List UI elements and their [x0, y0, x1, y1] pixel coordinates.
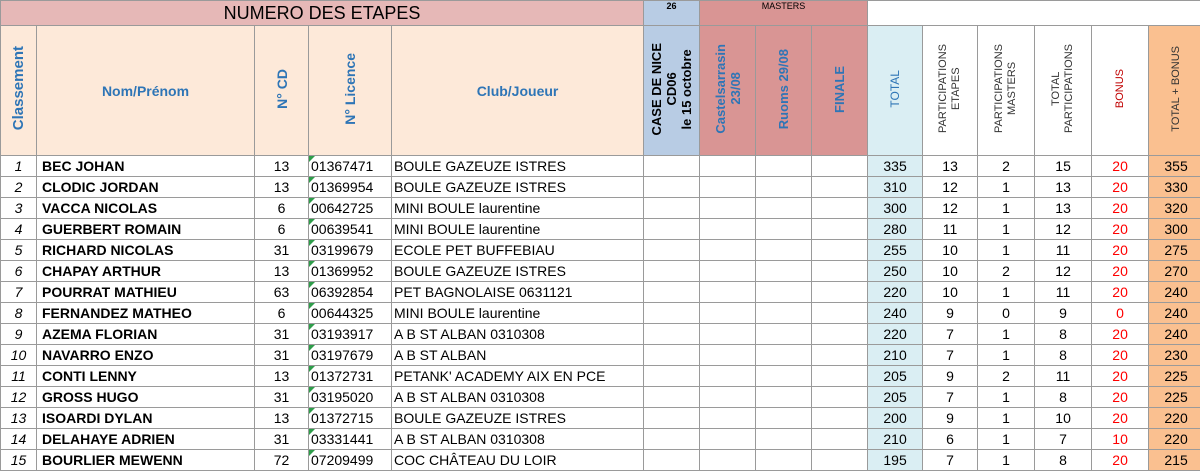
- total-bonus-cell[interactable]: 225: [1149, 366, 1200, 387]
- licence-cell[interactable]: 03193917: [309, 324, 392, 345]
- participations-etapes-cell[interactable]: 6: [923, 429, 978, 450]
- finale-cell[interactable]: [812, 219, 868, 240]
- ruoms-cell[interactable]: [756, 156, 812, 177]
- rank-cell[interactable]: 7: [1, 282, 37, 303]
- total-participations-cell[interactable]: 11: [1035, 282, 1092, 303]
- castelsarrasin-cell[interactable]: [700, 261, 756, 282]
- table-row: [1, 303, 1200, 324]
- total-participations-cell[interactable]: 11: [1035, 240, 1092, 261]
- ruoms-cell[interactable]: [756, 177, 812, 198]
- table-row: [1, 450, 1200, 471]
- licence-cell[interactable]: 06392854: [309, 282, 392, 303]
- total-cell[interactable]: 205: [868, 366, 923, 387]
- total-participations-cell[interactable]: 13: [1035, 198, 1092, 219]
- rank-cell[interactable]: 2: [1, 177, 37, 198]
- club-cell[interactable]: A B ST ALBAN 0310308: [392, 324, 644, 345]
- comment-marker-icon: [309, 324, 315, 330]
- total-bonus-cell[interactable]: 300: [1149, 219, 1200, 240]
- participations-masters-cell[interactable]: 1: [978, 345, 1035, 366]
- finale-cell[interactable]: [812, 198, 868, 219]
- bonus-cell[interactable]: 20: [1092, 261, 1149, 282]
- club-cell[interactable]: COC CHÂTEAU DU LOIR: [392, 450, 644, 471]
- header-licence[interactable]: N° Licence: [309, 26, 392, 156]
- castelsarrasin-cell[interactable]: [700, 366, 756, 387]
- table-row: [1, 261, 1200, 282]
- comment-marker-icon: [309, 408, 315, 414]
- finale-cell[interactable]: [812, 450, 868, 471]
- participations-masters-cell[interactable]: 1: [978, 177, 1035, 198]
- case-de-nice-cell[interactable]: [644, 345, 700, 366]
- comment-marker-icon: [309, 198, 315, 204]
- cd-cell[interactable]: 63: [255, 282, 309, 303]
- participations-masters-cell[interactable]: 2: [978, 261, 1035, 282]
- participations-masters-cell[interactable]: 1: [978, 324, 1035, 345]
- ruoms-cell[interactable]: [756, 429, 812, 450]
- total-participations-cell[interactable]: 8: [1035, 450, 1092, 471]
- header-total-participations[interactable]: TOTAL PARTICIPATIONS: [1035, 26, 1092, 156]
- case-de-nice-cell[interactable]: [644, 408, 700, 429]
- header-club[interactable]: Club/Joueur: [392, 26, 644, 156]
- participations-etapes-cell[interactable]: 7: [923, 345, 978, 366]
- table-row: [1, 282, 1200, 303]
- castelsarrasin-cell[interactable]: [700, 198, 756, 219]
- bonus-cell[interactable]: 20: [1092, 324, 1149, 345]
- rank-cell[interactable]: 9: [1, 324, 37, 345]
- case-de-nice-cell[interactable]: [644, 282, 700, 303]
- total-participations-cell[interactable]: 7: [1035, 429, 1092, 450]
- ruoms-cell[interactable]: [756, 408, 812, 429]
- name-cell[interactable]: AZEMA FLORIAN: [37, 324, 255, 345]
- participations-masters-cell[interactable]: 2: [978, 366, 1035, 387]
- castelsarrasin-cell[interactable]: [700, 177, 756, 198]
- case-de-nice-cell[interactable]: [644, 240, 700, 261]
- rank-cell[interactable]: 12: [1, 387, 37, 408]
- title-row: [1, 1, 1200, 26]
- participations-masters-cell[interactable]: 1: [978, 282, 1035, 303]
- castelsarrasin-cell[interactable]: [700, 156, 756, 177]
- ruoms-cell[interactable]: [756, 282, 812, 303]
- finale-cell[interactable]: [812, 261, 868, 282]
- bonus-cell[interactable]: 20: [1092, 366, 1149, 387]
- club-cell[interactable]: MINI BOULE laurentine: [392, 219, 644, 240]
- case-de-nice-cell[interactable]: [644, 177, 700, 198]
- bonus-cell[interactable]: 20: [1092, 345, 1149, 366]
- rank-cell[interactable]: 15: [1, 450, 37, 471]
- participations-masters-cell[interactable]: 2: [978, 156, 1035, 177]
- cd-cell[interactable]: 31: [255, 324, 309, 345]
- total-cell[interactable]: 210: [868, 429, 923, 450]
- comment-marker-icon: [309, 303, 315, 309]
- table-row: [1, 324, 1200, 345]
- licence-cell[interactable]: 07209499: [309, 450, 392, 471]
- licence-cell[interactable]: 01372715: [309, 408, 392, 429]
- total-cell[interactable]: 210: [868, 345, 923, 366]
- rank-cell[interactable]: 5: [1, 240, 37, 261]
- castelsarrasin-cell[interactable]: [700, 303, 756, 324]
- name-cell[interactable]: DELAHAYE ADRIEN: [37, 429, 255, 450]
- header-castelsarrasin[interactable]: Castelsarrasin 23/08: [700, 26, 756, 156]
- total-bonus-cell[interactable]: 215: [1149, 450, 1200, 471]
- header-nom[interactable]: Nom/Prénom: [37, 26, 255, 156]
- header-bonus[interactable]: BONUS: [1092, 26, 1149, 156]
- total-cell[interactable]: 335: [868, 156, 923, 177]
- total-participations-cell[interactable]: 8: [1035, 345, 1092, 366]
- finale-cell[interactable]: [812, 303, 868, 324]
- participations-etapes-cell[interactable]: 10: [923, 261, 978, 282]
- cd-cell[interactable]: 72: [255, 450, 309, 471]
- case-de-nice-cell[interactable]: [644, 387, 700, 408]
- licence-cell[interactable]: 03195020: [309, 387, 392, 408]
- participations-masters-cell[interactable]: 1: [978, 450, 1035, 471]
- total-bonus-cell[interactable]: 240: [1149, 303, 1200, 324]
- total-bonus-cell[interactable]: 230: [1149, 345, 1200, 366]
- comment-marker-icon: [309, 240, 315, 246]
- name-cell[interactable]: ISOARDI DYLAN: [37, 408, 255, 429]
- comment-marker-icon: [309, 366, 315, 372]
- ruoms-cell[interactable]: [756, 450, 812, 471]
- comment-marker-icon: [309, 429, 315, 435]
- cd-cell[interactable]: 31: [255, 240, 309, 261]
- total-cell[interactable]: 220: [868, 324, 923, 345]
- total-participations-cell[interactable]: 12: [1035, 219, 1092, 240]
- bonus-cell[interactable]: 20: [1092, 408, 1149, 429]
- cd-cell[interactable]: 13: [255, 156, 309, 177]
- castelsarrasin-cell[interactable]: [700, 345, 756, 366]
- licence-cell[interactable]: 00644325: [309, 303, 392, 324]
- participations-etapes-cell[interactable]: 9: [923, 303, 978, 324]
- total-participations-cell[interactable]: 10: [1035, 408, 1092, 429]
- participations-masters-cell[interactable]: 1: [978, 408, 1035, 429]
- header-ruoms[interactable]: Ruoms 29/08: [756, 26, 812, 156]
- rank-cell[interactable]: 13: [1, 408, 37, 429]
- participations-etapes-cell[interactable]: 10: [923, 240, 978, 261]
- cd-cell[interactable]: 6: [255, 219, 309, 240]
- header-participations-etapes[interactable]: PARTICIPATIONS ETAPES: [923, 26, 978, 156]
- total-bonus-cell[interactable]: 270: [1149, 261, 1200, 282]
- club-cell[interactable]: PETANK' ACADEMY AIX EN PCE: [392, 366, 644, 387]
- club-cell[interactable]: MINI BOULE laurentine: [392, 303, 644, 324]
- castelsarrasin-cell[interactable]: [700, 324, 756, 345]
- ruoms-cell[interactable]: [756, 303, 812, 324]
- bonus-cell[interactable]: 20: [1092, 450, 1149, 471]
- participations-masters-cell[interactable]: 1: [978, 219, 1035, 240]
- participations-masters-cell[interactable]: 0: [978, 303, 1035, 324]
- bonus-cell[interactable]: 20: [1092, 177, 1149, 198]
- total-bonus-cell[interactable]: 225: [1149, 387, 1200, 408]
- cd-cell[interactable]: 6: [255, 198, 309, 219]
- table-row: [1, 408, 1200, 429]
- participations-etapes-cell[interactable]: 7: [923, 450, 978, 471]
- name-cell[interactable]: FERNANDEZ MATHEO: [37, 303, 255, 324]
- rank-cell[interactable]: 8: [1, 303, 37, 324]
- name-cell[interactable]: GUERBERT ROMAIN: [37, 219, 255, 240]
- total-participations-cell[interactable]: 8: [1035, 324, 1092, 345]
- club-cell[interactable]: BOULE GAZEUZE ISTRES: [392, 177, 644, 198]
- total-bonus-cell[interactable]: 220: [1149, 429, 1200, 450]
- participations-masters-cell[interactable]: 1: [978, 198, 1035, 219]
- table-row: [1, 177, 1200, 198]
- participations-masters-cell[interactable]: 1: [978, 429, 1035, 450]
- total-bonus-cell[interactable]: 275: [1149, 240, 1200, 261]
- finale-cell[interactable]: [812, 156, 868, 177]
- rank-cell[interactable]: 3: [1, 198, 37, 219]
- cd-cell[interactable]: 13: [255, 366, 309, 387]
- total-participations-cell[interactable]: 12: [1035, 261, 1092, 282]
- participations-etapes-cell[interactable]: 9: [923, 408, 978, 429]
- case-de-nice-cell[interactable]: [644, 198, 700, 219]
- finale-cell[interactable]: [812, 408, 868, 429]
- participations-etapes-cell[interactable]: 12: [923, 177, 978, 198]
- comment-marker-icon: [309, 282, 315, 288]
- total-cell[interactable]: 310: [868, 177, 923, 198]
- header-row: [1, 26, 1200, 156]
- licence-cell[interactable]: 01372731: [309, 366, 392, 387]
- ruoms-cell[interactable]: [756, 366, 812, 387]
- name-cell[interactable]: RICHARD NICOLAS: [37, 240, 255, 261]
- name-cell[interactable]: CHAPAY ARTHUR: [37, 261, 255, 282]
- total-cell[interactable]: 195: [868, 450, 923, 471]
- ruoms-cell[interactable]: [756, 261, 812, 282]
- club-cell[interactable]: BOULE GAZEUZE ISTRES: [392, 408, 644, 429]
- licence-cell[interactable]: 01369952: [309, 261, 392, 282]
- table-row: [1, 387, 1200, 408]
- cd-cell[interactable]: 31: [255, 345, 309, 366]
- table-row: [1, 240, 1200, 261]
- name-cell[interactable]: CONTI LENNY: [37, 366, 255, 387]
- case-de-nice-cell[interactable]: [644, 324, 700, 345]
- name-cell[interactable]: BOURLIER MEWENN: [37, 450, 255, 471]
- total-cell[interactable]: 250: [868, 261, 923, 282]
- case-de-nice-cell[interactable]: [644, 429, 700, 450]
- castelsarrasin-cell[interactable]: [700, 387, 756, 408]
- finale-cell[interactable]: [812, 324, 868, 345]
- comment-marker-icon: [309, 261, 315, 267]
- ruoms-cell[interactable]: [756, 345, 812, 366]
- bonus-cell[interactable]: 20: [1092, 240, 1149, 261]
- licence-cell[interactable]: 00639541: [309, 219, 392, 240]
- total-bonus-cell[interactable]: 330: [1149, 177, 1200, 198]
- case-de-nice-cell[interactable]: [644, 261, 700, 282]
- castelsarrasin-cell[interactable]: [700, 282, 756, 303]
- masters-label[interactable]: MASTERS: [700, 1, 868, 26]
- table-row: [1, 345, 1200, 366]
- cd-cell[interactable]: 13: [255, 408, 309, 429]
- castelsarrasin-cell[interactable]: [700, 429, 756, 450]
- rank-cell[interactable]: 4: [1, 219, 37, 240]
- rank-cell[interactable]: 1: [1, 156, 37, 177]
- total-participations-cell[interactable]: 15: [1035, 156, 1092, 177]
- bonus-cell[interactable]: 20: [1092, 156, 1149, 177]
- header-case-de-nice[interactable]: CASE DE NICE CD06 le 15 octobre: [644, 26, 700, 156]
- total-bonus-cell[interactable]: 240: [1149, 282, 1200, 303]
- cd-cell[interactable]: 31: [255, 387, 309, 408]
- bonus-cell[interactable]: 20: [1092, 198, 1149, 219]
- comment-marker-icon: [309, 387, 315, 393]
- header-participations-masters[interactable]: PARTICIPATIONS MASTERS: [978, 26, 1035, 156]
- licence-cell[interactable]: 00642725: [309, 198, 392, 219]
- total-cell[interactable]: 200: [868, 408, 923, 429]
- participations-etapes-cell[interactable]: 7: [923, 387, 978, 408]
- licence-cell[interactable]: 01367471: [309, 156, 392, 177]
- finale-cell[interactable]: [812, 387, 868, 408]
- licence-cell[interactable]: 01369954: [309, 177, 392, 198]
- table-row: [1, 219, 1200, 240]
- bonus-cell[interactable]: 20: [1092, 387, 1149, 408]
- table-row: [1, 156, 1200, 177]
- participations-etapes-cell[interactable]: 13: [923, 156, 978, 177]
- total-participations-cell[interactable]: 13: [1035, 177, 1092, 198]
- case-de-nice-cell[interactable]: [644, 156, 700, 177]
- club-cell[interactable]: A B ST ALBAN: [392, 345, 644, 366]
- ruoms-cell[interactable]: [756, 219, 812, 240]
- total-cell[interactable]: 220: [868, 282, 923, 303]
- participations-masters-cell[interactable]: 1: [978, 387, 1035, 408]
- total-bonus-cell[interactable]: 355: [1149, 156, 1200, 177]
- name-cell[interactable]: BEC JOHAN: [37, 156, 255, 177]
- cd-cell[interactable]: 6: [255, 303, 309, 324]
- club-cell[interactable]: MINI BOULE laurentine: [392, 198, 644, 219]
- comment-marker-icon: [309, 156, 315, 162]
- table-row: [1, 366, 1200, 387]
- finale-cell[interactable]: [812, 345, 868, 366]
- header-cd[interactable]: N° CD: [255, 26, 309, 156]
- ruoms-cell[interactable]: [756, 198, 812, 219]
- club-cell[interactable]: BOULE GAZEUZE ISTRES: [392, 261, 644, 282]
- total-participations-cell[interactable]: 9: [1035, 303, 1092, 324]
- club-cell[interactable]: A B ST ALBAN 0310308: [392, 387, 644, 408]
- name-cell[interactable]: NAVARRO ENZO: [37, 345, 255, 366]
- licence-cell[interactable]: 03197679: [309, 345, 392, 366]
- comment-marker-icon: [309, 219, 315, 225]
- header-total[interactable]: TOTAL: [868, 26, 923, 156]
- total-bonus-cell[interactable]: 220: [1149, 408, 1200, 429]
- header-classement[interactable]: Classement: [1, 26, 37, 156]
- bonus-cell[interactable]: 10: [1092, 429, 1149, 450]
- total-cell[interactable]: 255: [868, 240, 923, 261]
- licence-cell[interactable]: 03331441: [309, 429, 392, 450]
- participations-etapes-cell[interactable]: 7: [923, 324, 978, 345]
- finale-cell[interactable]: [812, 429, 868, 450]
- table-row: [1, 429, 1200, 450]
- finale-cell[interactable]: [812, 366, 868, 387]
- name-cell[interactable]: VACCA NICOLAS: [37, 198, 255, 219]
- finale-cell[interactable]: [812, 177, 868, 198]
- bonus-cell[interactable]: 20: [1092, 219, 1149, 240]
- ranking-rows: [1, 156, 1200, 471]
- comment-marker-icon: [309, 345, 315, 351]
- finale-cell[interactable]: [812, 282, 868, 303]
- total-cell[interactable]: 205: [868, 387, 923, 408]
- name-cell[interactable]: CLODIC JORDAN: [37, 177, 255, 198]
- bonus-cell[interactable]: 20: [1092, 282, 1149, 303]
- finale-cell[interactable]: [812, 240, 868, 261]
- name-cell[interactable]: GROSS HUGO: [37, 387, 255, 408]
- rank-cell[interactable]: 14: [1, 429, 37, 450]
- ruoms-cell[interactable]: [756, 387, 812, 408]
- participations-etapes-cell[interactable]: 12: [923, 198, 978, 219]
- bonus-cell[interactable]: 0: [1092, 303, 1149, 324]
- table-row: [1, 198, 1200, 219]
- title-row-blank: [868, 1, 1200, 26]
- total-bonus-cell[interactable]: 320: [1149, 198, 1200, 219]
- ruoms-cell[interactable]: [756, 240, 812, 261]
- header-total-bonus[interactable]: TOTAL + BONUS: [1149, 26, 1200, 156]
- participations-etapes-cell[interactable]: 9: [923, 366, 978, 387]
- name-cell[interactable]: POURRAT MATHIEU: [37, 282, 255, 303]
- licence-cell[interactable]: 03199679: [309, 240, 392, 261]
- case-de-nice-cell[interactable]: [644, 303, 700, 324]
- participations-etapes-cell[interactable]: 11: [923, 219, 978, 240]
- comment-marker-icon: [309, 177, 315, 183]
- header-finale[interactable]: FINALE: [812, 26, 868, 156]
- rank-cell[interactable]: 6: [1, 261, 37, 282]
- castelsarrasin-cell[interactable]: [700, 240, 756, 261]
- castelsarrasin-cell[interactable]: [700, 450, 756, 471]
- cd-cell[interactable]: 13: [255, 177, 309, 198]
- club-cell[interactable]: BOULE GAZEUZE ISTRES: [392, 156, 644, 177]
- case-de-nice-cell[interactable]: [644, 450, 700, 471]
- participations-masters-cell[interactable]: 1: [978, 240, 1035, 261]
- case-de-nice-cell[interactable]: [644, 366, 700, 387]
- total-participations-cell[interactable]: 8: [1035, 387, 1092, 408]
- case-de-nice-cell[interactable]: [644, 219, 700, 240]
- club-cell[interactable]: ECOLE PET BUFFEBIAU: [392, 240, 644, 261]
- comment-marker-icon: [309, 450, 315, 456]
- stage-number[interactable]: 26: [644, 1, 700, 26]
- participations-etapes-cell[interactable]: 10: [923, 282, 978, 303]
- stages-title[interactable]: NUMERO DES ETAPES: [1, 1, 644, 26]
- total-bonus-cell[interactable]: 240: [1149, 324, 1200, 345]
- cd-cell[interactable]: 31: [255, 429, 309, 450]
- castelsarrasin-cell[interactable]: [700, 408, 756, 429]
- total-cell[interactable]: 300: [868, 198, 923, 219]
- rank-cell[interactable]: 10: [1, 345, 37, 366]
- total-participations-cell[interactable]: 11: [1035, 366, 1092, 387]
- total-cell[interactable]: 240: [868, 303, 923, 324]
- ruoms-cell[interactable]: [756, 324, 812, 345]
- club-cell[interactable]: A B ST ALBAN 0310308: [392, 429, 644, 450]
- club-cell[interactable]: PET BAGNOLAISE 0631121: [392, 282, 644, 303]
- cd-cell[interactable]: 13: [255, 261, 309, 282]
- total-cell[interactable]: 280: [868, 219, 923, 240]
- castelsarrasin-cell[interactable]: [700, 219, 756, 240]
- rank-cell[interactable]: 11: [1, 366, 37, 387]
